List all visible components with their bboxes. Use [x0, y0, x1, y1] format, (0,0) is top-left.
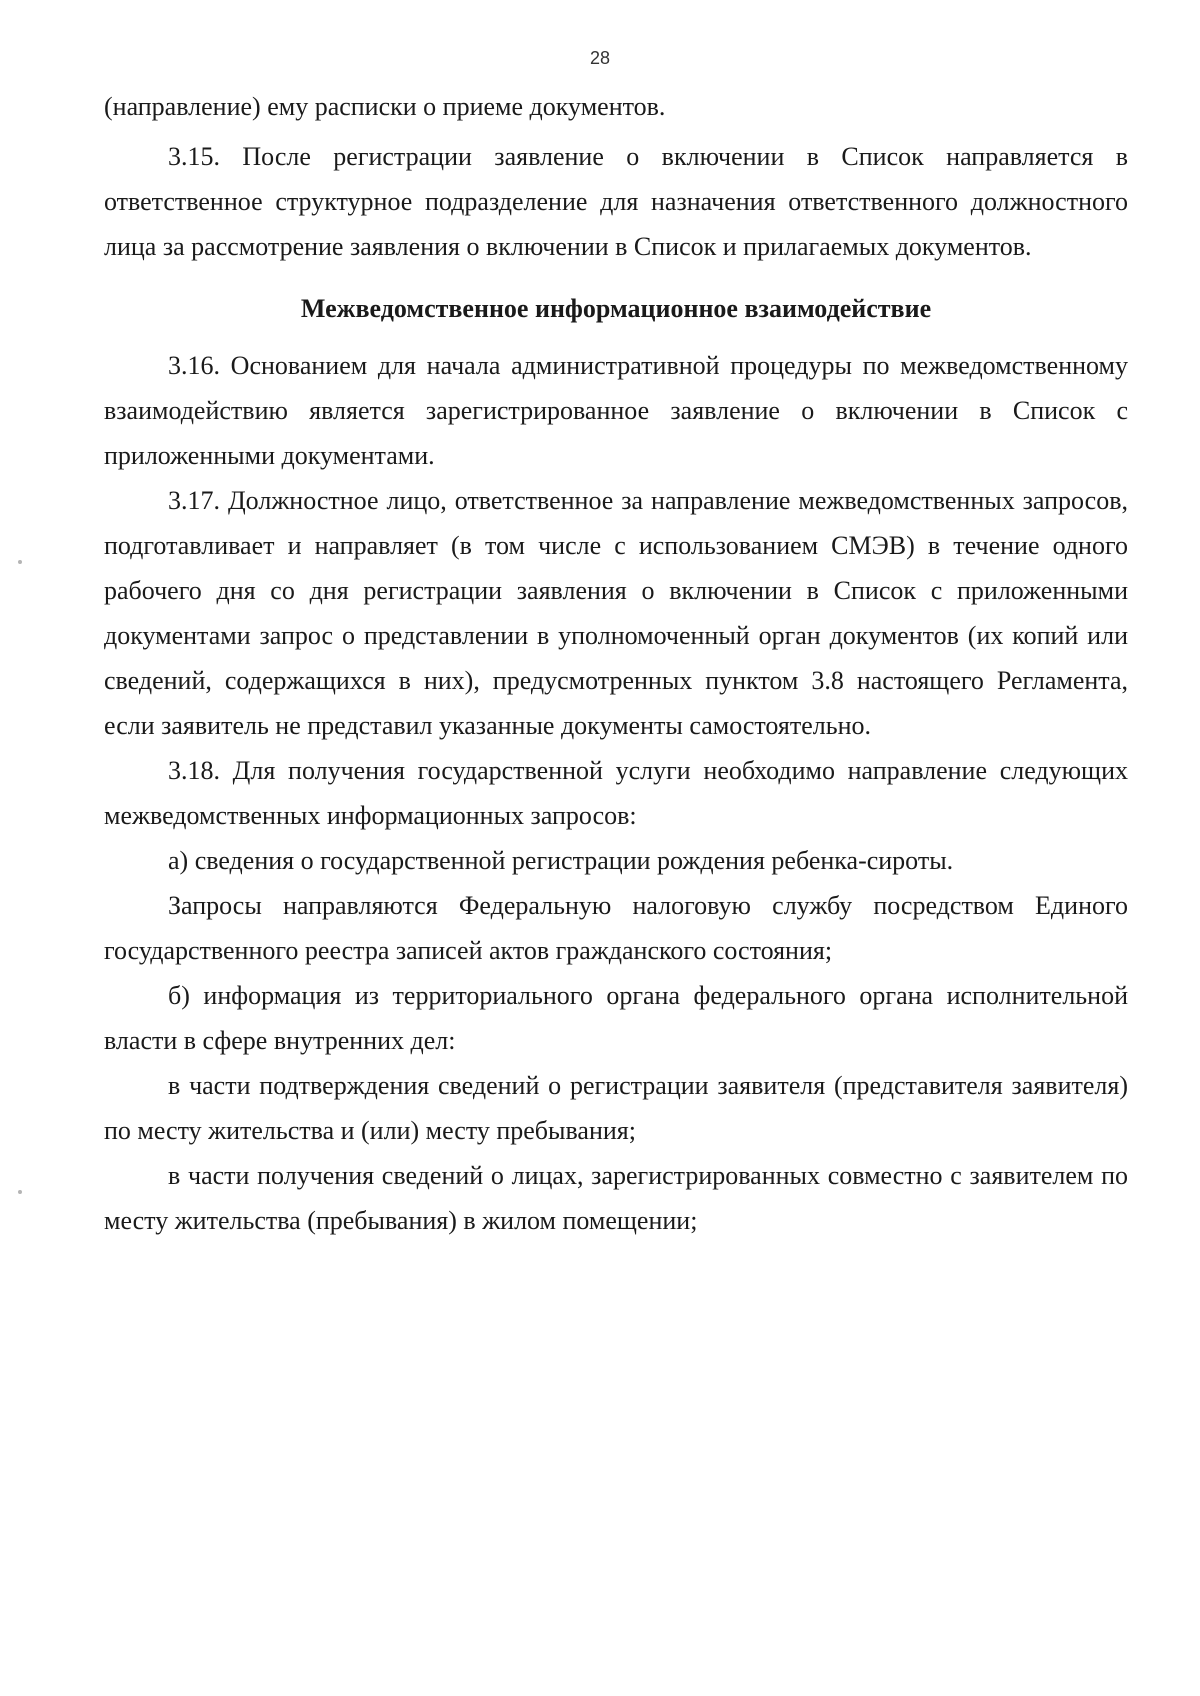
scan-speck	[18, 560, 22, 564]
paragraph-continuation: (направление) ему расписки о приеме документов.	[104, 92, 666, 121]
paragraph-requests: Запросы направляются Федеральную налоговую службу посредством Единого государственного реестра записей актов гражданского состояния;	[104, 891, 1128, 965]
paragraph-3-17: 3.17. Должностное лицо, ответственное за направление межведомственных запросов, подготавливает и направляет (в том числе с использованием СМЭВ) в течение одного рабочего дня со дня регистрации заявления о включении в Список с приложенными документами запрос о представлении в уполномоченный орган документов (их копий или сведений, содержащихся в них), предусмотренных пунктом 3.8 настоящего Регламента, если заявитель не представил указанные документы самостоятельно.	[104, 486, 1128, 740]
scan-speck	[18, 1190, 22, 1194]
paragraph-item-b-1: в части подтверждения сведений о регистрации заявителя (представителя заявителя) по месту жительства и (или) месту пребывания;	[104, 1071, 1128, 1145]
paragraph-3-18: 3.18. Для получения государственной услуги необходимо направление следующих межведомственных информационных запросов:	[104, 756, 1128, 830]
paragraph-item-a: а) сведения о государственной регистрации рождения ребенка-сироты.	[168, 846, 954, 875]
page-number: 28	[589, 48, 611, 68]
document-body	[104, 84, 1128, 1243]
paragraph-item-b-2: в части получения сведений о лицах, зарегистрированных совместно с заявителем по месту жительства (пребывания) в жилом помещении;	[104, 1161, 1128, 1235]
section-heading: Межведомственное информационное взаимодействие	[300, 294, 932, 323]
paragraph-item-b: б) информация из территориального органа федерального органа исполнительной власти в сфере внутренних дел:	[104, 981, 1128, 1055]
paragraph-3-15: 3.15. После регистрации заявление о включении в Список направляется в ответственное структурное подразделение для назначения ответственного должностного лица за рассмотрение заявления о включении в Список и прилагаемых документов.	[104, 142, 1128, 261]
paragraph-3-16: 3.16. Основанием для начала административной процедуры по межведомственному взаимодействию является зарегистрированное заявление о включении в Список с приложенными документами.	[104, 351, 1128, 470]
